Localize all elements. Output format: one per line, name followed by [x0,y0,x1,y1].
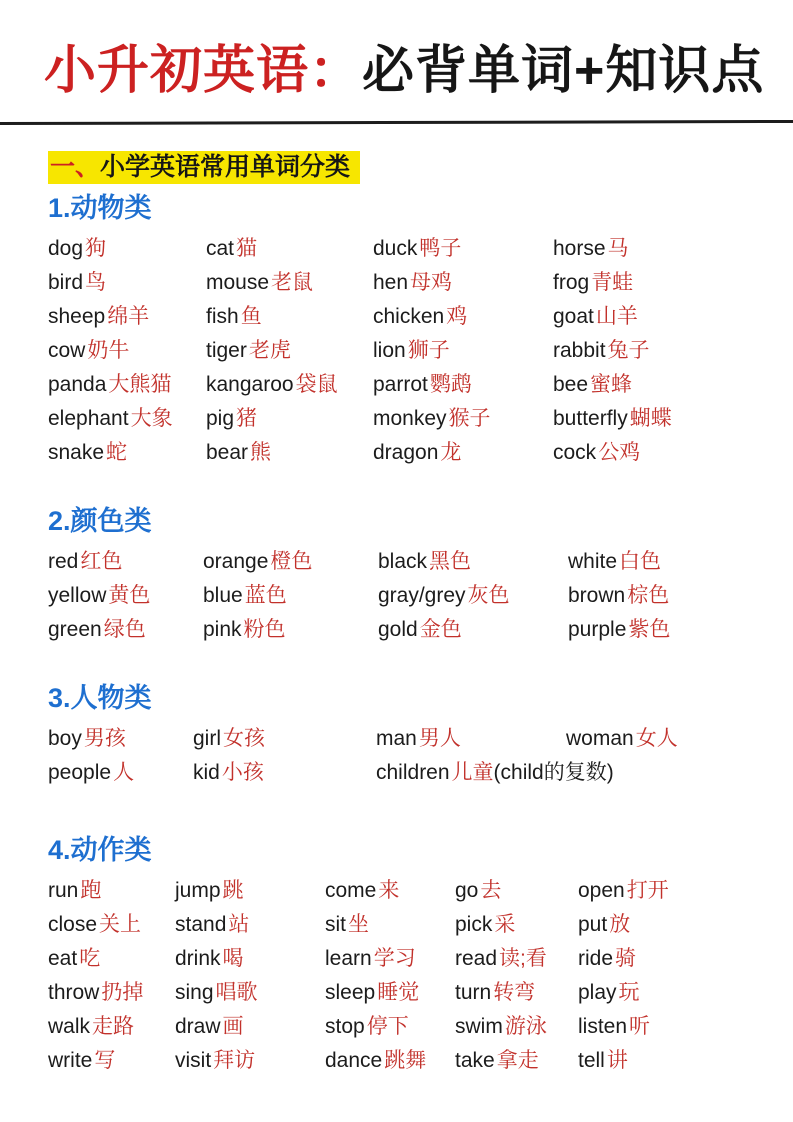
word-entry [206,402,373,436]
word-english: green [48,618,102,641]
word-entry [553,300,777,334]
section-heading [48,151,360,184]
word-chinese: 熊 [250,441,272,464]
word-english: snake [48,441,105,464]
word-entry [455,1044,578,1078]
word-english: monkey [373,407,447,430]
word-entry [206,334,373,368]
word-english: swim [455,1015,503,1038]
word-chinese: 粉色 [243,618,286,641]
word-entry [376,756,614,790]
word-english: black [378,550,428,573]
word-english: people [48,761,112,784]
word-entry [48,874,175,908]
word-chinese: 画 [222,1015,244,1038]
word-chinese: 狮子 [407,339,450,362]
word-entry [378,613,568,647]
word-english: dog [48,237,84,260]
word-entry [373,368,553,402]
word-chinese: 狗 [85,237,107,260]
word-entry [206,436,373,470]
word-chinese: 坐 [348,913,369,936]
word-entry [325,1044,455,1078]
word-chinese: 女人 [635,727,678,750]
word-entry [175,942,325,976]
word-grid-actions [48,874,777,1078]
word-entry [48,908,175,942]
word-entry [203,579,378,613]
word-chinese: 游泳 [504,1015,547,1038]
word-entry [455,874,578,908]
word-entry [193,756,376,790]
word-chinese: 蛇 [106,441,128,464]
word-english: run [48,879,79,902]
word-chinese: 鸭子 [419,237,462,260]
word-entry [206,368,373,402]
word-english: pick [455,913,493,936]
word-chinese: 女孩 [223,727,266,750]
word-chinese: 老虎 [248,339,291,362]
word-entry [578,1010,777,1044]
word-chinese: 棕色 [627,584,670,607]
word-entry [553,266,777,300]
word-entry [48,368,206,402]
word-english: visit [175,1049,212,1072]
word-english: sleep [325,981,376,1004]
word-entry [373,436,553,470]
word-english: bee [553,373,589,396]
word-chinese: 老鼠 [271,271,314,294]
word-entry [206,300,373,334]
word-english: listen [578,1015,628,1038]
word-english: stand [175,913,227,936]
word-chinese: 关上 [99,913,142,936]
word-english: cow [48,339,86,362]
word-english: bear [206,441,249,464]
word-chinese: 绵羊 [107,305,150,328]
word-entry [568,613,777,647]
word-entry [48,1044,175,1078]
word-chinese: 红色 [80,550,123,573]
word-chinese: 转弯 [493,981,536,1004]
word-entry [48,613,203,647]
word-chinese: 兔子 [607,339,650,362]
word-chinese: 人 [113,761,135,784]
word-entry [325,874,455,908]
word-english: come [325,879,377,902]
word-grid-people [48,722,777,790]
word-english: cat [206,237,235,260]
word-chinese: 蜜蜂 [590,373,633,396]
word-chinese: 男孩 [83,727,126,750]
word-note: (child的复数) [493,761,614,784]
word-english: stop [325,1015,365,1038]
section-heading-prefix: 一、 [50,153,101,181]
word-english: elephant [48,407,129,430]
word-chinese: 蓝色 [244,584,287,607]
word-entry [568,579,777,613]
word-chinese: 大熊猫 [108,373,172,396]
word-grid-animals [48,232,777,470]
word-english: parrot [373,373,428,396]
word-english: butterfly [553,407,628,430]
word-english: orange [203,550,269,573]
word-english: pig [206,407,235,430]
word-chinese: 鸟 [85,271,107,294]
word-entry [553,402,777,436]
word-chinese: 跳 [222,879,244,902]
word-entry [455,976,578,1010]
word-english: chicken [373,305,445,328]
word-chinese: 玩 [618,981,640,1004]
word-chinese: 听 [629,1015,651,1038]
word-english: horse [553,237,606,260]
word-english: pink [203,618,242,641]
categories [48,190,777,1078]
category-animals [48,190,777,470]
word-english: throw [48,981,100,1004]
word-english: children [376,761,450,784]
word-entry [325,942,455,976]
word-chinese: 站 [228,913,250,936]
word-chinese: 读;看 [499,947,547,970]
word-entry [175,1044,325,1078]
word-english: dance [325,1049,383,1072]
word-chinese: 白色 [619,550,662,573]
word-entry [175,874,325,908]
word-chinese: 灰色 [467,584,510,607]
word-entry [373,402,553,436]
word-english: kangaroo [206,373,294,396]
word-english: sheep [48,305,106,328]
category-heading-animals: 1.动物类 [48,193,152,223]
word-english: man [376,727,417,750]
page-title-red: 小升初英语： [44,42,363,100]
word-chinese: 打开 [626,879,669,902]
word-entry [48,976,175,1010]
word-english: panda [48,373,107,396]
word-chinese: 黄色 [108,584,151,607]
word-chinese: 男人 [418,727,461,750]
word-chinese: 扔掉 [101,981,144,1004]
word-english: play [578,981,617,1004]
word-chinese: 放 [609,913,631,936]
word-chinese: 金色 [419,618,462,641]
word-english: brown [568,584,626,607]
word-english: tiger [206,339,247,362]
word-entry [376,722,566,756]
page-title [0,0,793,108]
word-english: lion [373,339,406,362]
word-entry [578,942,777,976]
word-grid-colors [48,545,777,647]
word-chinese: 拜访 [213,1049,256,1072]
word-entry [373,232,553,266]
word-entry [553,232,777,266]
word-chinese: 马 [607,237,629,260]
word-english: frog [553,271,590,294]
word-english: eat [48,947,78,970]
word-english: woman [566,727,634,750]
word-entry [578,976,777,1010]
word-chinese: 紫色 [628,618,671,641]
word-english: boy [48,727,82,750]
word-english: bird [48,271,84,294]
word-chinese: 猪 [236,407,258,430]
word-chinese: 袋鼠 [295,373,338,396]
content [0,124,793,1078]
word-chinese: 鸡 [446,305,468,328]
word-english: go [455,879,479,902]
word-english: sing [175,981,214,1004]
word-entry [455,942,578,976]
category-heading-people: 3.人物类 [48,683,152,713]
word-english: kid [193,761,220,784]
word-chinese: 山羊 [595,305,638,328]
word-entry [378,545,568,579]
word-entry [175,908,325,942]
word-english: dragon [373,441,439,464]
category-heading-actions: 4.动作类 [48,835,152,865]
word-entry [373,266,553,300]
word-entry [48,756,193,790]
word-english: gold [378,618,418,641]
word-english: girl [193,727,222,750]
word-english: yellow [48,584,107,607]
word-chinese: 跑 [80,879,102,902]
word-chinese: 走路 [92,1015,135,1038]
word-chinese: 唱歌 [215,981,258,1004]
word-chinese: 龙 [440,441,462,464]
word-entry [325,1010,455,1044]
word-english: rabbit [553,339,606,362]
word-entry [566,722,777,756]
word-english: goat [553,305,594,328]
page-title-black: 必背单词+知识点 [362,42,765,100]
word-chinese: 讲 [606,1049,628,1072]
word-english: fish [206,305,239,328]
word-entry [455,1010,578,1044]
word-chinese: 拿走 [496,1049,539,1072]
word-entry [48,579,203,613]
word-english: hen [373,271,409,294]
word-entry [578,1044,777,1078]
word-chinese: 学习 [373,947,416,970]
word-chinese: 猫 [236,237,258,260]
word-english: draw [175,1015,221,1038]
category-colors [48,503,777,647]
word-chinese: 小孩 [221,761,264,784]
word-chinese: 儿童 [451,761,494,784]
word-english: learn [325,947,372,970]
word-entry [553,436,777,470]
word-entry [373,334,553,368]
word-english: cock [553,441,597,464]
word-english: take [455,1049,495,1072]
word-chinese: 鱼 [240,305,262,328]
word-entry [48,232,206,266]
word-chinese: 睡觉 [377,981,420,1004]
word-chinese: 奶牛 [87,339,130,362]
word-chinese: 骑 [615,947,637,970]
word-entry [553,368,777,402]
word-english: duck [373,237,418,260]
word-english: red [48,550,79,573]
word-entry [48,545,203,579]
word-chinese: 跳舞 [384,1049,427,1072]
word-entry [175,976,325,1010]
word-entry [553,334,777,368]
word-chinese: 喝 [222,947,244,970]
word-english: tell [578,1049,605,1072]
word-entry [373,300,553,334]
word-entry [455,908,578,942]
word-entry [206,266,373,300]
word-entry [378,579,568,613]
word-entry [578,874,777,908]
word-entry [203,545,378,579]
word-chinese: 大象 [130,407,173,430]
word-chinese: 鹦鹉 [429,373,472,396]
word-chinese: 母鸡 [410,271,453,294]
word-english: blue [203,584,243,607]
word-entry [325,976,455,1010]
word-entry [48,722,193,756]
word-entry [48,300,206,334]
word-entry [175,1010,325,1044]
word-entry [48,334,206,368]
category-heading-colors: 2.颜色类 [48,506,152,536]
word-chinese: 绿色 [103,618,146,641]
word-chinese: 采 [494,913,516,936]
word-english: turn [455,981,492,1004]
word-english: mouse [206,271,270,294]
word-entry [48,942,175,976]
word-english: jump [175,879,221,902]
category-people [48,680,777,790]
word-chinese: 去 [480,879,502,902]
word-entry [206,232,373,266]
word-english: gray/grey [378,584,466,607]
word-entry [48,1010,175,1044]
word-chinese: 吃 [79,947,101,970]
word-chinese: 蝴蝶 [629,407,672,430]
category-actions [48,832,777,1078]
word-entry [578,908,777,942]
word-entry [48,266,206,300]
word-english: white [568,550,618,573]
word-chinese: 停下 [366,1015,409,1038]
section-heading-text: 小学英语常用单词分类 [100,153,351,181]
word-english: ride [578,947,614,970]
word-entry [568,545,777,579]
word-english: read [455,947,498,970]
word-english: purple [568,618,627,641]
word-chinese: 写 [94,1049,116,1072]
word-chinese: 来 [378,879,400,902]
word-english: write [48,1049,93,1072]
word-english: open [578,879,625,902]
word-entry [48,436,206,470]
word-english: close [48,913,98,936]
word-chinese: 黑色 [429,550,472,573]
word-chinese: 青蛙 [591,271,634,294]
word-entry [203,613,378,647]
word-chinese: 猴子 [448,407,491,430]
word-english: walk [48,1015,91,1038]
word-chinese: 公鸡 [598,441,641,464]
word-entry [48,402,206,436]
word-english: sit [325,913,346,936]
word-english: put [578,913,608,936]
word-entry [193,722,376,756]
word-english: drink [175,947,221,970]
word-entry [325,908,455,942]
word-chinese: 橙色 [270,550,313,573]
